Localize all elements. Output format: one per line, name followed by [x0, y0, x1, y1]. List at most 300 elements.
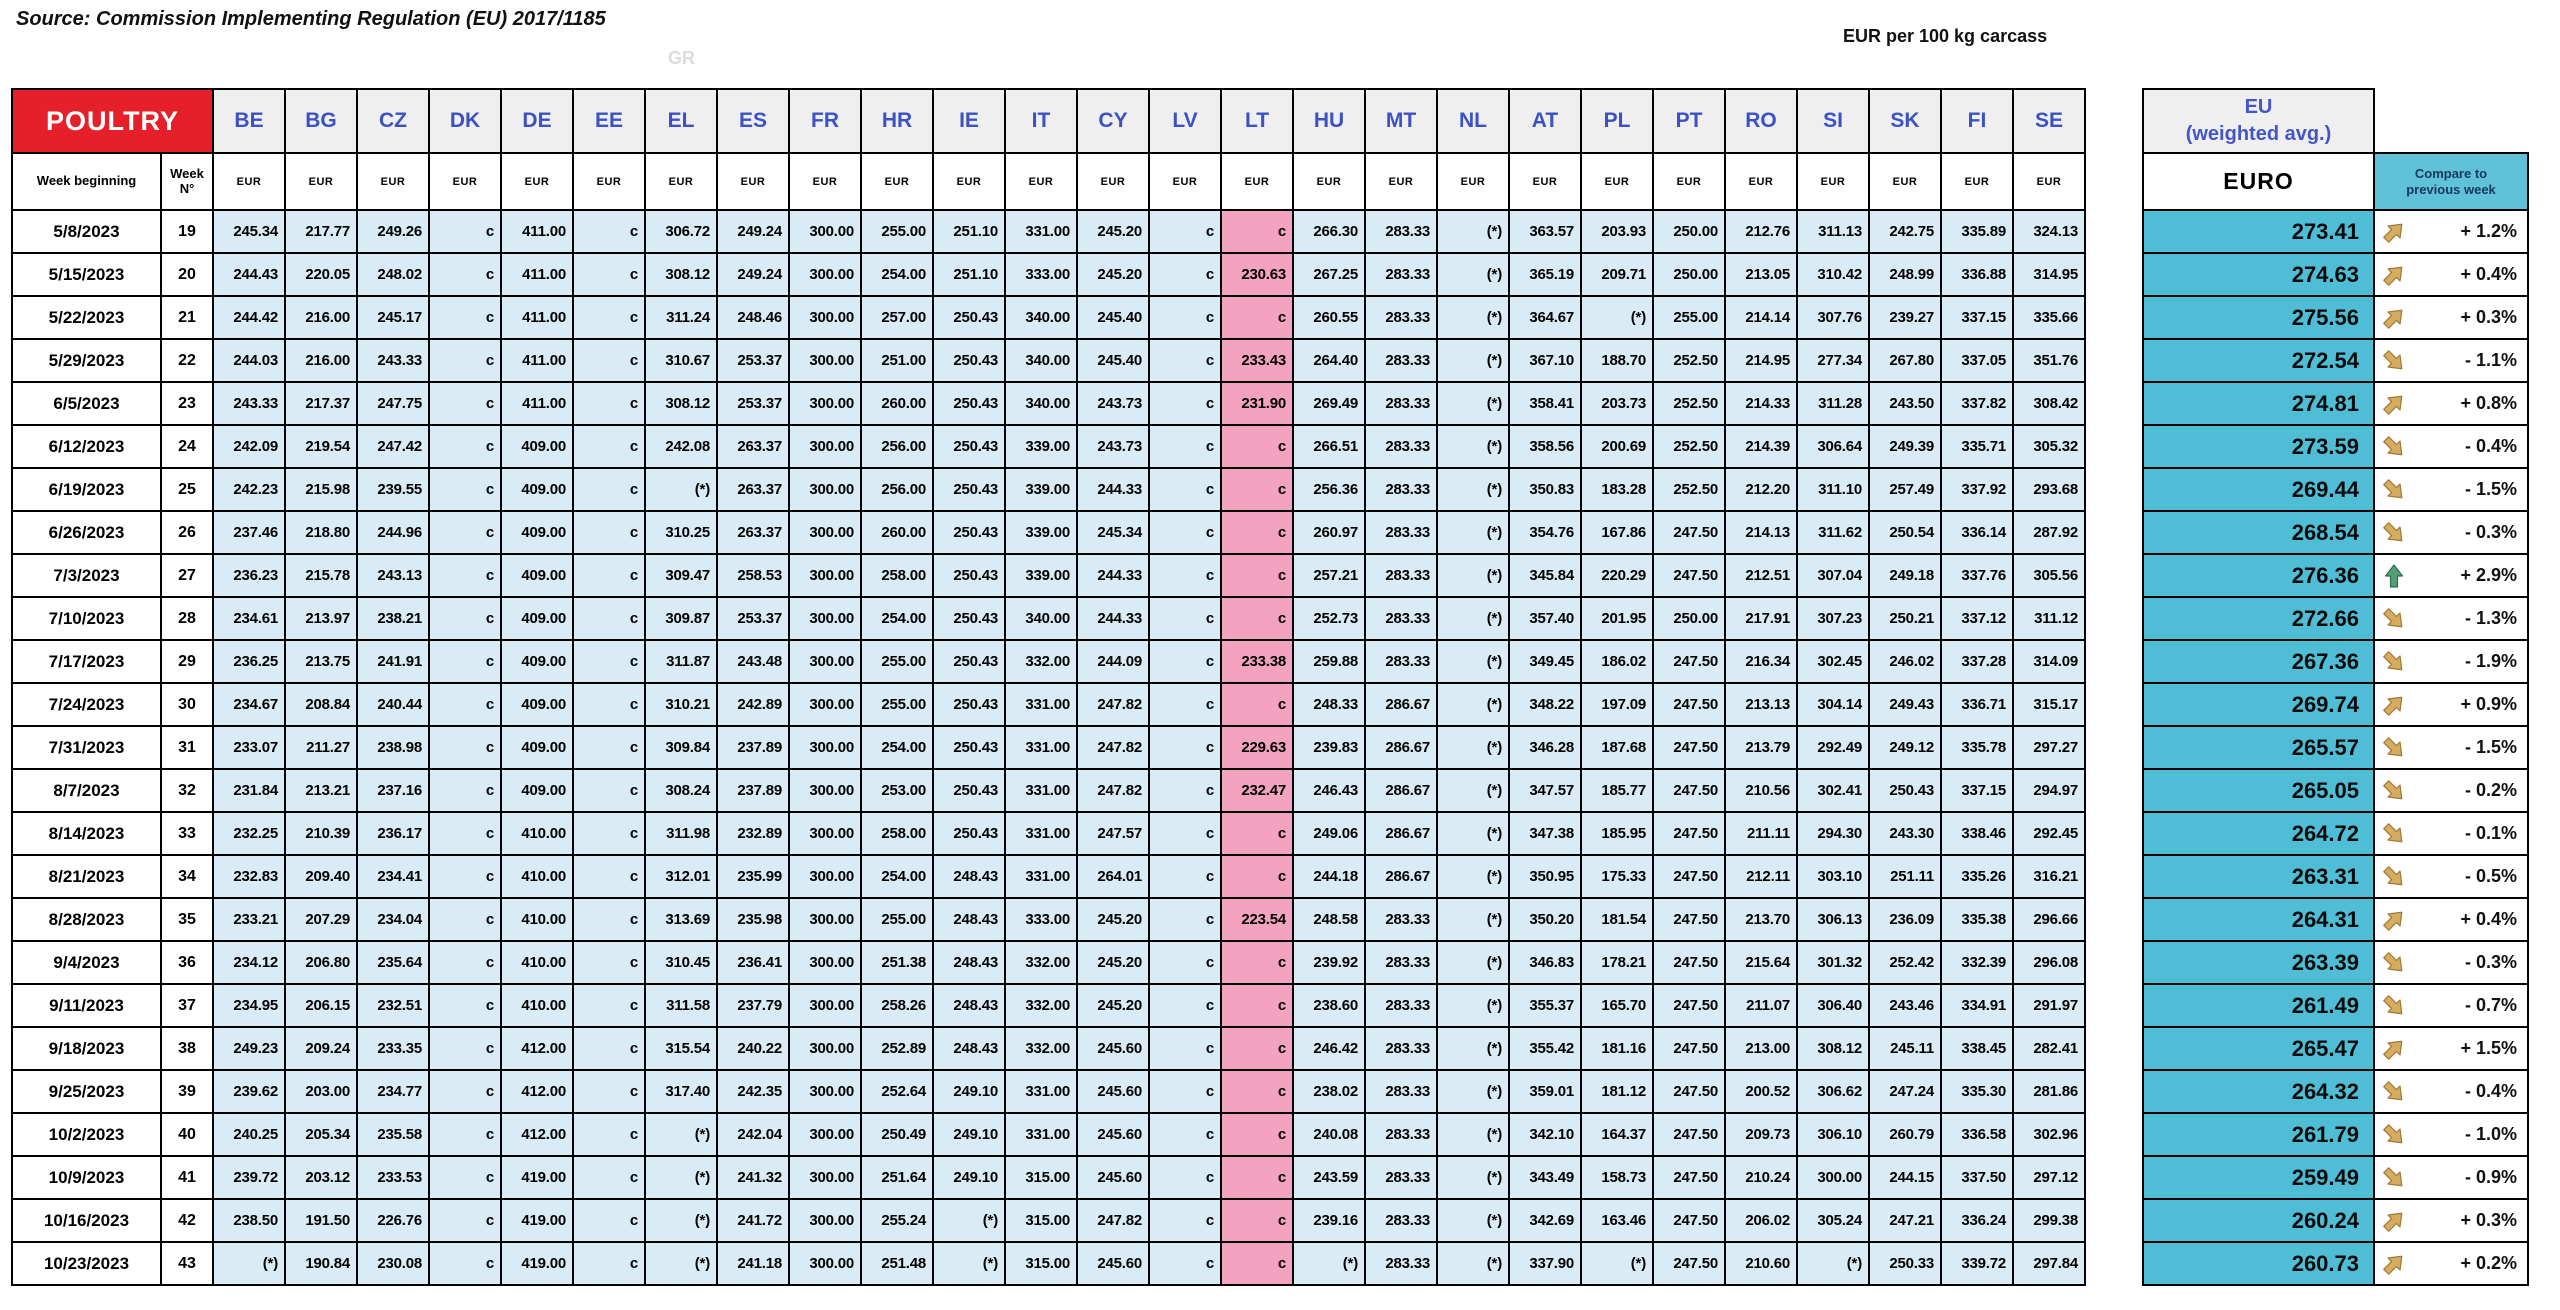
price-cell-hr: 253.00 [861, 769, 933, 812]
price-cell-fr: 300.00 [789, 984, 861, 1027]
trend-up-icon [2382, 220, 2406, 244]
price-cell-lt: 223.54 [1221, 898, 1293, 941]
eu-average-cell: 263.31 [2143, 855, 2374, 898]
price-cell-cy: 245.60 [1077, 1113, 1149, 1156]
eu-average-cell: 265.05 [2143, 769, 2374, 812]
price-cell-hu: 260.97 [1293, 511, 1365, 554]
currency-subheader: EUR [1797, 153, 1869, 210]
price-cell-si: (*) [1797, 1242, 1869, 1285]
price-cell-bg: 203.12 [285, 1156, 357, 1199]
price-cell-dk: c [429, 554, 501, 597]
price-cell-pt: 247.50 [1653, 726, 1725, 769]
price-cell-cy: 245.40 [1077, 339, 1149, 382]
price-cell-nl: (*) [1437, 941, 1509, 984]
price-cell-hu: 239.16 [1293, 1199, 1365, 1242]
price-cell-ro: 206.02 [1725, 1199, 1797, 1242]
price-cell-dk: c [429, 253, 501, 296]
price-cell-be: 233.07 [213, 726, 285, 769]
price-cell-be: 244.43 [213, 253, 285, 296]
price-cell-lt: 233.38 [1221, 640, 1293, 683]
week-number-cell: 42 [161, 1199, 213, 1242]
currency-subheader: EUR [2013, 153, 2085, 210]
price-cell-ie: 250.43 [933, 683, 1005, 726]
currency-subheader: EUR [1293, 153, 1365, 210]
currency-subheader: EUR [933, 153, 1005, 210]
eu-row-week-33 [2143, 812, 2528, 855]
price-cell-si: 305.24 [1797, 1199, 1869, 1242]
price-cell-el: 317.40 [645, 1070, 717, 1113]
eu-row-week-35 [2143, 898, 2528, 941]
price-cell-cz: 235.64 [357, 941, 429, 984]
price-cell-fi: 337.82 [1941, 382, 2013, 425]
weekly-change-value: - 1.0% [2464, 1124, 2517, 1144]
price-cell-mt: 283.33 [1365, 511, 1437, 554]
table-row-week-25 [12, 468, 2085, 511]
price-cell-pl: 201.95 [1581, 597, 1653, 640]
eu-row-week-41 [2143, 1156, 2528, 1199]
price-cell-dk: c [429, 425, 501, 468]
country-header-es: ES [717, 89, 789, 153]
price-cell-pt: 255.00 [1653, 296, 1725, 339]
price-cell-sk: 243.50 [1869, 382, 1941, 425]
price-cell-it: 333.00 [1005, 898, 1077, 941]
price-cell-be: 234.67 [213, 683, 285, 726]
price-cell-cz: 249.26 [357, 210, 429, 253]
price-cell-sk: 250.43 [1869, 769, 1941, 812]
price-cell-ee: c [573, 769, 645, 812]
table-row-week-43 [12, 1242, 2085, 1285]
price-cell-hr: 250.49 [861, 1113, 933, 1156]
price-cell-hr: 251.38 [861, 941, 933, 984]
price-cell-ro: 212.51 [1725, 554, 1797, 597]
price-cell-ie: 250.43 [933, 511, 1005, 554]
price-cell-it: 340.00 [1005, 296, 1077, 339]
country-header-at: AT [1509, 89, 1581, 153]
price-cell-si: 307.23 [1797, 597, 1869, 640]
country-header-se: SE [2013, 89, 2085, 153]
eu-average-cell: 276.36 [2143, 554, 2374, 597]
eu-row-week-23 [2143, 382, 2528, 425]
weekly-change-value: + 2.9% [2460, 565, 2517, 585]
price-cell-ie: 250.43 [933, 812, 1005, 855]
week-beginning-cell: 5/8/2023 [12, 210, 161, 253]
price-cell-bg: 206.15 [285, 984, 357, 1027]
price-cell-bg: 219.54 [285, 425, 357, 468]
price-cell-lt: c [1221, 1242, 1293, 1285]
price-cell-lt: c [1221, 1113, 1293, 1156]
price-cell-hr: 251.64 [861, 1156, 933, 1199]
price-cell-at: 355.42 [1509, 1027, 1581, 1070]
price-cell-pl: 185.77 [1581, 769, 1653, 812]
price-cell-el: 309.87 [645, 597, 717, 640]
price-cell-se: 305.56 [2013, 554, 2085, 597]
price-cell-ro: 211.11 [1725, 812, 1797, 855]
price-cell-si: 304.14 [1797, 683, 1869, 726]
price-cell-nl: (*) [1437, 382, 1509, 425]
price-cell-ro: 214.13 [1725, 511, 1797, 554]
price-cell-be: 232.83 [213, 855, 285, 898]
price-cell-ee: c [573, 1199, 645, 1242]
price-cell-ro: 214.33 [1725, 382, 1797, 425]
price-cell-lv: c [1149, 253, 1221, 296]
price-cell-at: 354.76 [1509, 511, 1581, 554]
weekly-change-value: + 1.2% [2460, 221, 2517, 241]
trend-down-icon [2382, 951, 2406, 975]
price-cell-nl: (*) [1437, 425, 1509, 468]
price-cell-ro: 214.14 [1725, 296, 1797, 339]
price-cell-fr: 300.00 [789, 855, 861, 898]
weekly-change-cell [2374, 855, 2528, 898]
price-cell-hr: 255.00 [861, 683, 933, 726]
price-cell-fr: 300.00 [789, 296, 861, 339]
week-number-cell: 43 [161, 1242, 213, 1285]
price-cell-fr: 300.00 [789, 1156, 861, 1199]
price-cell-it: 332.00 [1005, 941, 1077, 984]
price-cell-cz: 235.58 [357, 1113, 429, 1156]
price-cell-de: 409.00 [501, 554, 573, 597]
price-cell-cz: 247.75 [357, 382, 429, 425]
currency-subheader: EUR [501, 153, 573, 210]
price-cell-ro: 214.95 [1725, 339, 1797, 382]
price-cell-si: 307.76 [1797, 296, 1869, 339]
price-cell-pl: 187.68 [1581, 726, 1653, 769]
price-cell-de: 419.00 [501, 1242, 573, 1285]
price-cell-dk: c [429, 296, 501, 339]
price-cell-de: 409.00 [501, 597, 573, 640]
currency-subheader: EUR [1221, 153, 1293, 210]
table-row-week-33 [12, 812, 2085, 855]
price-cell-ee: c [573, 425, 645, 468]
compare-header-line2: previous week [2406, 181, 2496, 197]
table-row-week-20 [12, 253, 2085, 296]
price-cell-lv: c [1149, 597, 1221, 640]
price-cell-ie: 250.43 [933, 726, 1005, 769]
price-cell-nl: (*) [1437, 855, 1509, 898]
price-cell-el: (*) [645, 1113, 717, 1156]
price-cell-at: 364.67 [1509, 296, 1581, 339]
price-cell-ro: 212.11 [1725, 855, 1797, 898]
price-cell-mt: 283.33 [1365, 984, 1437, 1027]
price-cell-si: 311.13 [1797, 210, 1869, 253]
price-cell-pt: 247.50 [1653, 1027, 1725, 1070]
price-cell-pl: 188.70 [1581, 339, 1653, 382]
week-number-cell: 28 [161, 597, 213, 640]
price-cell-ee: c [573, 253, 645, 296]
trend-down-icon [2382, 736, 2406, 760]
price-cell-at: 337.90 [1509, 1242, 1581, 1285]
price-cell-bg: 216.00 [285, 339, 357, 382]
price-cell-bg: 191.50 [285, 1199, 357, 1242]
price-cell-ie: 250.43 [933, 468, 1005, 511]
price-cell-pl: 185.95 [1581, 812, 1653, 855]
price-cell-hu: 249.06 [1293, 812, 1365, 855]
price-cell-at: 363.57 [1509, 210, 1581, 253]
price-cell-mt: 286.67 [1365, 812, 1437, 855]
price-cell-lv: c [1149, 898, 1221, 941]
price-cell-dk: c [429, 769, 501, 812]
price-cell-lt: c [1221, 855, 1293, 898]
price-cell-cy: 247.82 [1077, 683, 1149, 726]
price-cell-es: 248.46 [717, 296, 789, 339]
price-cell-ie: 248.43 [933, 1027, 1005, 1070]
weekly-change-cell [2374, 1070, 2528, 1113]
price-cell-be: 233.21 [213, 898, 285, 941]
price-cell-be: (*) [213, 1242, 285, 1285]
eu-average-cell: 274.63 [2143, 253, 2374, 296]
price-cell-de: 409.00 [501, 425, 573, 468]
price-cell-sk: 250.21 [1869, 597, 1941, 640]
price-cell-si: 292.49 [1797, 726, 1869, 769]
price-cell-el: 315.54 [645, 1027, 717, 1070]
week-number-cell: 40 [161, 1113, 213, 1156]
currency-subheader: EUR [1437, 153, 1509, 210]
price-cell-dk: c [429, 855, 501, 898]
price-cell-el: (*) [645, 1199, 717, 1242]
price-cell-cy: 245.60 [1077, 1156, 1149, 1199]
price-cell-hr: 256.00 [861, 468, 933, 511]
price-cell-it: 339.00 [1005, 554, 1077, 597]
price-cell-de: 409.00 [501, 468, 573, 511]
price-cell-es: 249.24 [717, 253, 789, 296]
weekly-change-cell [2374, 597, 2528, 640]
weekly-change-value: - 0.5% [2464, 866, 2517, 886]
week-beginning-cell: 6/12/2023 [12, 425, 161, 468]
price-cell-dk: c [429, 898, 501, 941]
price-cell-cz: 248.02 [357, 253, 429, 296]
price-cell-nl: (*) [1437, 253, 1509, 296]
price-cell-ie: 249.10 [933, 1070, 1005, 1113]
price-cell-el: 311.58 [645, 984, 717, 1027]
table-row-week-31 [12, 726, 2085, 769]
price-cell-cz: 240.44 [357, 683, 429, 726]
price-cell-fi: 336.14 [1941, 511, 2013, 554]
price-cell-pt: 252.50 [1653, 382, 1725, 425]
trend-up-icon [2382, 908, 2406, 932]
price-cell-fr: 300.00 [789, 253, 861, 296]
price-cell-se: 297.27 [2013, 726, 2085, 769]
price-cell-pt: 247.50 [1653, 640, 1725, 683]
price-cell-bg: 205.34 [285, 1113, 357, 1156]
price-cell-dk: c [429, 726, 501, 769]
price-cell-ee: c [573, 941, 645, 984]
eu-average-cell: 261.79 [2143, 1113, 2374, 1156]
price-cell-el: 242.08 [645, 425, 717, 468]
price-cell-it: 331.00 [1005, 1070, 1077, 1113]
weekly-change-value: - 0.9% [2464, 1167, 2517, 1187]
price-cell-bg: 215.78 [285, 554, 357, 597]
price-cell-se: 282.41 [2013, 1027, 2085, 1070]
table-row-week-32 [12, 769, 2085, 812]
price-cell-pl: 167.86 [1581, 511, 1653, 554]
price-cell-hr: 260.00 [861, 382, 933, 425]
price-cell-fi: 336.71 [1941, 683, 2013, 726]
price-cell-ro: 212.76 [1725, 210, 1797, 253]
price-cell-hr: 255.00 [861, 898, 933, 941]
trend-down-icon [2382, 650, 2406, 674]
price-cell-hu: 244.18 [1293, 855, 1365, 898]
price-cell-lv: c [1149, 1199, 1221, 1242]
price-cell-lv: c [1149, 339, 1221, 382]
price-cell-fi: 336.58 [1941, 1113, 2013, 1156]
price-cell-de: 409.00 [501, 683, 573, 726]
currency-subheader: EUR [1941, 153, 2013, 210]
price-cell-at: 355.37 [1509, 984, 1581, 1027]
price-cell-lv: c [1149, 296, 1221, 339]
price-cell-pt: 247.50 [1653, 1199, 1725, 1242]
price-cell-fi: 335.71 [1941, 425, 2013, 468]
week-number-cell: 32 [161, 769, 213, 812]
price-cell-lt: c [1221, 1027, 1293, 1070]
price-cell-ro: 210.24 [1725, 1156, 1797, 1199]
country-header-pt: PT [1653, 89, 1725, 153]
price-cell-dk: c [429, 1027, 501, 1070]
price-cell-se: 293.68 [2013, 468, 2085, 511]
country-header-el: EL [645, 89, 717, 153]
price-cell-it: 333.00 [1005, 253, 1077, 296]
price-cell-ie: 250.43 [933, 597, 1005, 640]
price-cell-cy: 245.20 [1077, 898, 1149, 941]
price-cell-fi: 337.28 [1941, 640, 2013, 683]
price-cell-ie: 250.43 [933, 296, 1005, 339]
price-cell-es: 253.37 [717, 339, 789, 382]
price-cell-es: 242.89 [717, 683, 789, 726]
price-cell-es: 237.89 [717, 726, 789, 769]
price-cell-nl: (*) [1437, 1199, 1509, 1242]
price-cell-ie: 249.10 [933, 1156, 1005, 1199]
price-cell-lt: 229.63 [1221, 726, 1293, 769]
price-cell-cy: 247.82 [1077, 726, 1149, 769]
price-cell-ro: 213.05 [1725, 253, 1797, 296]
price-cell-cz: 239.55 [357, 468, 429, 511]
week-beginning-cell: 8/21/2023 [12, 855, 161, 898]
price-cell-ie: 250.43 [933, 382, 1005, 425]
price-cell-cy: 245.20 [1077, 210, 1149, 253]
price-cell-ro: 213.79 [1725, 726, 1797, 769]
price-cell-hu: 246.43 [1293, 769, 1365, 812]
price-cell-hu: 240.08 [1293, 1113, 1365, 1156]
price-cell-fi: 336.24 [1941, 1199, 2013, 1242]
price-cell-sk: 246.02 [1869, 640, 1941, 683]
price-cell-el: 308.24 [645, 769, 717, 812]
country-header-ie: IE [933, 89, 1005, 153]
price-cell-de: 409.00 [501, 769, 573, 812]
price-cell-pl: 181.12 [1581, 1070, 1653, 1113]
eu-row-week-37 [2143, 984, 2528, 1027]
weekly-change-cell [2374, 683, 2528, 726]
price-cell-at: 357.40 [1509, 597, 1581, 640]
price-cell-ro: 213.00 [1725, 1027, 1797, 1070]
price-cell-ro: 216.34 [1725, 640, 1797, 683]
country-header-lt: LT [1221, 89, 1293, 153]
country-header-si: SI [1797, 89, 1869, 153]
price-cell-bg: 217.37 [285, 382, 357, 425]
price-cell-lt: c [1221, 984, 1293, 1027]
price-cell-cy: 245.20 [1077, 253, 1149, 296]
price-cell-si: 306.64 [1797, 425, 1869, 468]
week-number-cell: 22 [161, 339, 213, 382]
price-cell-hu: 260.55 [1293, 296, 1365, 339]
price-cell-si: 306.13 [1797, 898, 1869, 941]
weekly-change-value: - 0.3% [2464, 522, 2517, 542]
price-cell-fi: 337.50 [1941, 1156, 2013, 1199]
weekly-change-value: - 0.7% [2464, 995, 2517, 1015]
price-cell-si: 311.28 [1797, 382, 1869, 425]
price-cell-mt: 283.33 [1365, 1027, 1437, 1070]
table-row-week-41 [12, 1156, 2085, 1199]
weekly-change-value: + 0.3% [2460, 1210, 2517, 1230]
price-cell-cz: 244.96 [357, 511, 429, 554]
price-cell-el: 310.25 [645, 511, 717, 554]
price-cell-hu: (*) [1293, 1242, 1365, 1285]
price-cell-cy: 243.73 [1077, 425, 1149, 468]
price-cell-fr: 300.00 [789, 425, 861, 468]
table-row-week-39 [12, 1070, 2085, 1113]
price-cell-hu: 266.51 [1293, 425, 1365, 468]
price-cell-ee: c [573, 511, 645, 554]
weekly-change-cell [2374, 1242, 2528, 1285]
table-row-week-40 [12, 1113, 2085, 1156]
price-cell-de: 410.00 [501, 812, 573, 855]
price-cell-de: 411.00 [501, 296, 573, 339]
price-cell-hr: 251.00 [861, 339, 933, 382]
price-cell-es: 242.04 [717, 1113, 789, 1156]
table-row-week-22 [12, 339, 2085, 382]
price-cell-de: 409.00 [501, 511, 573, 554]
week-beginning-cell: 7/31/2023 [12, 726, 161, 769]
price-cell-hr: 254.00 [861, 597, 933, 640]
price-cell-lv: c [1149, 1070, 1221, 1113]
weekly-change-cell [2374, 1113, 2528, 1156]
eu-average-cell: 267.36 [2143, 640, 2374, 683]
price-cell-sk: 249.39 [1869, 425, 1941, 468]
price-cell-mt: 283.33 [1365, 898, 1437, 941]
weekly-change-cell [2374, 296, 2528, 339]
price-cell-pt: 252.50 [1653, 339, 1725, 382]
price-cell-dk: c [429, 1156, 501, 1199]
price-cell-ro: 213.70 [1725, 898, 1797, 941]
price-cell-hu: 243.59 [1293, 1156, 1365, 1199]
eu-average-cell: 275.56 [2143, 296, 2374, 339]
price-cell-hu: 257.21 [1293, 554, 1365, 597]
week-number-header [161, 153, 213, 210]
price-cell-ro: 215.64 [1725, 941, 1797, 984]
price-cell-mt: 283.33 [1365, 941, 1437, 984]
price-cell-hu: 264.40 [1293, 339, 1365, 382]
eu-row-week-40 [2143, 1113, 2528, 1156]
price-cell-hr: 252.89 [861, 1027, 933, 1070]
price-cell-cz: 234.04 [357, 898, 429, 941]
blank-corner [2374, 89, 2528, 153]
eu-average-cell: 259.49 [2143, 1156, 2374, 1199]
price-cell-ee: c [573, 984, 645, 1027]
currency-subheader: EUR [429, 153, 501, 210]
poultry-price-table [11, 88, 2086, 1286]
price-cell-hu: 238.02 [1293, 1070, 1365, 1113]
price-cell-mt: 283.33 [1365, 1070, 1437, 1113]
price-cell-it: 332.00 [1005, 1027, 1077, 1070]
price-cell-be: 238.50 [213, 1199, 285, 1242]
price-cell-se: 314.09 [2013, 640, 2085, 683]
price-cell-cy: 245.60 [1077, 1242, 1149, 1285]
price-cell-pl: 181.16 [1581, 1027, 1653, 1070]
price-cell-lv: c [1149, 511, 1221, 554]
price-cell-fr: 300.00 [789, 597, 861, 640]
weekly-change-cell [2374, 726, 2528, 769]
price-cell-nl: (*) [1437, 339, 1509, 382]
trend-down-icon [2382, 349, 2406, 373]
price-cell-be: 237.46 [213, 511, 285, 554]
weekly-change-value: - 1.1% [2464, 350, 2517, 370]
